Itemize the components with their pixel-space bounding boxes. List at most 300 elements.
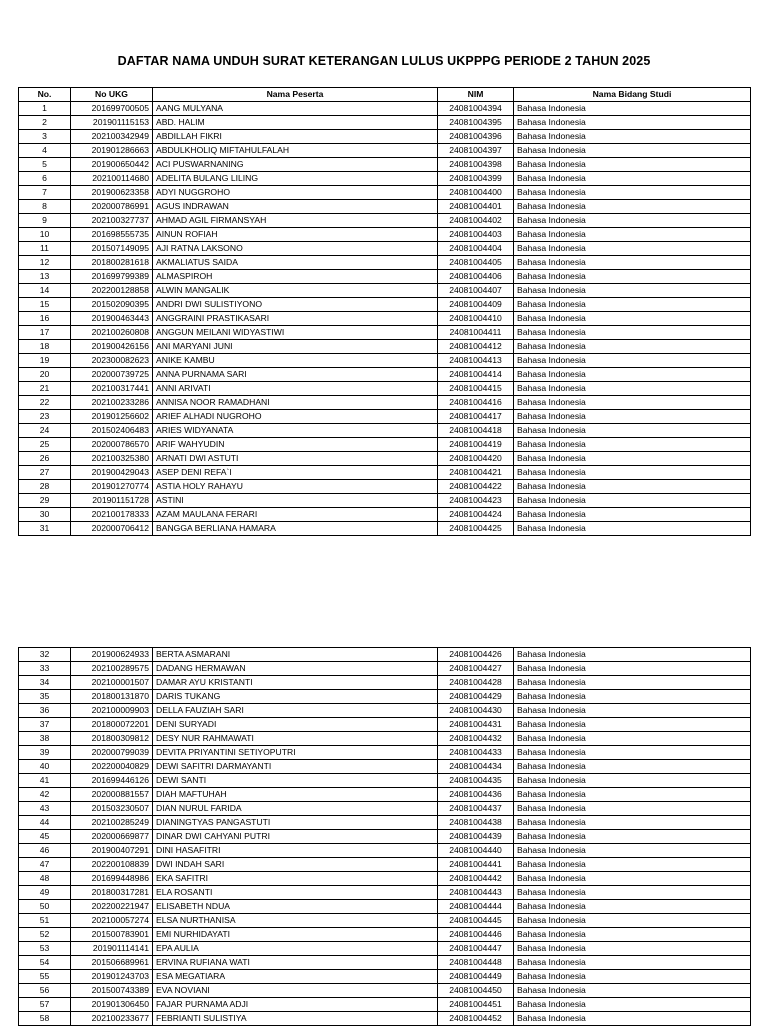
table-row xyxy=(19,494,751,508)
cell-nama-peserta: ASEP DENI REFA`I xyxy=(153,466,438,480)
cell-nim: 24081004438 xyxy=(438,816,514,830)
table-row xyxy=(19,186,751,200)
cell-no: 1 xyxy=(19,102,71,116)
cell-nama-bidang-studi: Bahasa Indonesia xyxy=(514,270,751,284)
cell-no-ukg: 202100327737 xyxy=(71,214,153,228)
cell-no-ukg: 202000786570 xyxy=(71,438,153,452)
cell-nim: 24081004440 xyxy=(438,844,514,858)
cell-no-ukg: 201699700505 xyxy=(71,102,153,116)
cell-nim: 24081004405 xyxy=(438,256,514,270)
cell-no: 34 xyxy=(19,676,71,690)
cell-nama-bidang-studi: Bahasa Indonesia xyxy=(514,1012,751,1026)
cell-nim: 24081004434 xyxy=(438,760,514,774)
table-row xyxy=(19,900,751,914)
cell-no-ukg: 202100285249 xyxy=(71,816,153,830)
cell-nama-peserta: AGUS INDRAWAN xyxy=(153,200,438,214)
cell-nim: 24081004449 xyxy=(438,970,514,984)
cell-no: 21 xyxy=(19,382,71,396)
cell-no-ukg: 201502090395 xyxy=(71,298,153,312)
cell-nama-bidang-studi: Bahasa Indonesia xyxy=(514,970,751,984)
cell-nama-peserta: FEBRIANTI SULISTIYA xyxy=(153,1012,438,1026)
cell-nama-bidang-studi: Bahasa Indonesia xyxy=(514,368,751,382)
cell-nama-peserta: DINI HASAFITRI xyxy=(153,844,438,858)
cell-nama-bidang-studi: Bahasa Indonesia xyxy=(514,928,751,942)
cell-no-ukg: 201500743389 xyxy=(71,984,153,998)
cell-nama-bidang-studi: Bahasa Indonesia xyxy=(514,200,751,214)
cell-nama-bidang-studi: Bahasa Indonesia xyxy=(514,116,751,130)
cell-no-ukg: 201800309812 xyxy=(71,732,153,746)
table-row xyxy=(19,508,751,522)
cell-nama-peserta: DESY NUR RAHMAWATI xyxy=(153,732,438,746)
cell-no-ukg: 201699448986 xyxy=(71,872,153,886)
cell-no-ukg: 202000786991 xyxy=(71,200,153,214)
cell-nama-peserta: AZAM MAULANA FERARI xyxy=(153,508,438,522)
cell-nama-bidang-studi: Bahasa Indonesia xyxy=(514,214,751,228)
cell-no: 22 xyxy=(19,396,71,410)
cell-no: 40 xyxy=(19,760,71,774)
cell-nama-peserta: ELA ROSANTI xyxy=(153,886,438,900)
cell-no: 39 xyxy=(19,746,71,760)
cell-nama-bidang-studi: Bahasa Indonesia xyxy=(514,284,751,298)
table-row xyxy=(19,760,751,774)
cell-nama-bidang-studi: Bahasa Indonesia xyxy=(514,648,751,662)
cell-no-ukg: 202100114680 xyxy=(71,172,153,186)
cell-nama-bidang-studi: Bahasa Indonesia xyxy=(514,522,751,536)
cell-no-ukg: 202100325380 xyxy=(71,452,153,466)
cell-nama-bidang-studi: Bahasa Indonesia xyxy=(514,312,751,326)
table-body-page-2 xyxy=(19,648,751,1026)
cell-nama-bidang-studi: Bahasa Indonesia xyxy=(514,956,751,970)
cell-no: 29 xyxy=(19,494,71,508)
cell-nama-bidang-studi: Bahasa Indonesia xyxy=(514,914,751,928)
table-row xyxy=(19,648,751,662)
cell-no-ukg: 201901114141 xyxy=(71,942,153,956)
table-row xyxy=(19,844,751,858)
cell-nama-peserta: AKMALIATUS SAIDA xyxy=(153,256,438,270)
cell-nama-peserta: DIAN NURUL FARIDA xyxy=(153,802,438,816)
cell-nama-bidang-studi: Bahasa Indonesia xyxy=(514,130,751,144)
cell-no-ukg: 201900407291 xyxy=(71,844,153,858)
cell-nama-peserta: AJI RATNA LAKSONO xyxy=(153,242,438,256)
cell-nim: 24081004437 xyxy=(438,802,514,816)
cell-nama-bidang-studi: Bahasa Indonesia xyxy=(514,802,751,816)
table-row xyxy=(19,242,751,256)
cell-no: 31 xyxy=(19,522,71,536)
cell-nama-bidang-studi: Bahasa Indonesia xyxy=(514,942,751,956)
cell-nim: 24081004420 xyxy=(438,452,514,466)
cell-nama-peserta: ANNI ARIVATI xyxy=(153,382,438,396)
cell-nim: 24081004443 xyxy=(438,886,514,900)
cell-nim: 24081004416 xyxy=(438,396,514,410)
table-row xyxy=(19,298,751,312)
cell-no-ukg: 202300082623 xyxy=(71,354,153,368)
cell-nama-peserta: DENI SURYADI xyxy=(153,718,438,732)
table-row xyxy=(19,130,751,144)
cell-no-ukg: 202000706412 xyxy=(71,522,153,536)
cell-nim: 24081004400 xyxy=(438,186,514,200)
cell-nama-bidang-studi: Bahasa Indonesia xyxy=(514,480,751,494)
cell-no-ukg: 202200040829 xyxy=(71,760,153,774)
cell-nim: 24081004413 xyxy=(438,354,514,368)
cell-nama-peserta: ANNISA NOOR RAMADHANI xyxy=(153,396,438,410)
cell-nama-bidang-studi: Bahasa Indonesia xyxy=(514,690,751,704)
cell-nama-peserta: AANG MULYANA xyxy=(153,102,438,116)
cell-nama-peserta: EPA AULIA xyxy=(153,942,438,956)
table-row xyxy=(19,102,751,116)
cell-no: 33 xyxy=(19,662,71,676)
cell-nim: 24081004441 xyxy=(438,858,514,872)
cell-nim: 24081004407 xyxy=(438,284,514,298)
table-row xyxy=(19,830,751,844)
cell-no: 47 xyxy=(19,858,71,872)
participants-table-page-1 xyxy=(18,87,751,536)
cell-no: 4 xyxy=(19,144,71,158)
table-row xyxy=(19,340,751,354)
cell-nama-peserta: ALMASPIROH xyxy=(153,270,438,284)
table-row xyxy=(19,522,751,536)
cell-no: 36 xyxy=(19,704,71,718)
cell-nim: 24081004432 xyxy=(438,732,514,746)
cell-nama-bidang-studi: Bahasa Indonesia xyxy=(514,452,751,466)
cell-nama-bidang-studi: Bahasa Indonesia xyxy=(514,410,751,424)
header-no: No. xyxy=(19,88,71,102)
cell-no-ukg: 201800131870 xyxy=(71,690,153,704)
table-row xyxy=(19,662,751,676)
cell-no: 43 xyxy=(19,802,71,816)
cell-nama-bidang-studi: Bahasa Indonesia xyxy=(514,858,751,872)
cell-nama-bidang-studi: Bahasa Indonesia xyxy=(514,172,751,186)
cell-no-ukg: 201502406483 xyxy=(71,424,153,438)
cell-no: 52 xyxy=(19,928,71,942)
cell-nama-peserta: BERTA ASMARANI xyxy=(153,648,438,662)
table-row xyxy=(19,1012,751,1026)
cell-nama-peserta: ARIF WAHYUDIN xyxy=(153,438,438,452)
table-row xyxy=(19,970,751,984)
cell-nim: 24081004406 xyxy=(438,270,514,284)
table-row xyxy=(19,886,751,900)
cell-nim: 24081004415 xyxy=(438,382,514,396)
cell-nim: 24081004398 xyxy=(438,158,514,172)
header-nama-peserta: Nama Peserta xyxy=(153,88,438,102)
cell-nama-bidang-studi: Bahasa Indonesia xyxy=(514,438,751,452)
cell-nim: 24081004402 xyxy=(438,214,514,228)
cell-no-ukg: 202200108839 xyxy=(71,858,153,872)
cell-no: 7 xyxy=(19,186,71,200)
cell-no-ukg: 202000739725 xyxy=(71,368,153,382)
table-row xyxy=(19,214,751,228)
cell-nama-peserta: ANGGRAINI PRASTIKASARI xyxy=(153,312,438,326)
cell-no-ukg: 201901286663 xyxy=(71,144,153,158)
cell-nim: 24081004395 xyxy=(438,116,514,130)
cell-no: 14 xyxy=(19,284,71,298)
cell-nama-bidang-studi: Bahasa Indonesia xyxy=(514,830,751,844)
cell-no: 8 xyxy=(19,200,71,214)
cell-no-ukg: 201900650442 xyxy=(71,158,153,172)
cell-nama-bidang-studi: Bahasa Indonesia xyxy=(514,872,751,886)
cell-nim: 24081004404 xyxy=(438,242,514,256)
cell-nama-bidang-studi: Bahasa Indonesia xyxy=(514,816,751,830)
table-row xyxy=(19,158,751,172)
table-row xyxy=(19,354,751,368)
cell-nama-peserta: DADANG HERMAWAN xyxy=(153,662,438,676)
cell-nama-bidang-studi: Bahasa Indonesia xyxy=(514,144,751,158)
cell-no: 25 xyxy=(19,438,71,452)
cell-no-ukg: 201900624933 xyxy=(71,648,153,662)
cell-no: 3 xyxy=(19,130,71,144)
table-row xyxy=(19,396,751,410)
cell-no: 35 xyxy=(19,690,71,704)
table-row xyxy=(19,410,751,424)
cell-nama-peserta: EMI NURHIDAYATI xyxy=(153,928,438,942)
cell-nim: 24081004421 xyxy=(438,466,514,480)
table-row xyxy=(19,788,751,802)
cell-no-ukg: 201698555735 xyxy=(71,228,153,242)
cell-nim: 24081004427 xyxy=(438,662,514,676)
cell-nim: 24081004418 xyxy=(438,424,514,438)
cell-no: 27 xyxy=(19,466,71,480)
cell-no: 9 xyxy=(19,214,71,228)
cell-nama-peserta: ABDULKHOLIQ MIFTAHULFALAH xyxy=(153,144,438,158)
cell-nim: 24081004422 xyxy=(438,480,514,494)
cell-nim: 24081004411 xyxy=(438,326,514,340)
document-title: DAFTAR NAMA UNDUH SURAT KETERANGAN LULUS UKPPPG PERIODE 2 TAHUN 2025 xyxy=(117,54,651,68)
cell-no: 5 xyxy=(19,158,71,172)
cell-nama-peserta: ADYI NUGGROHO xyxy=(153,186,438,200)
cell-nama-peserta: ARNATI DWI ASTUTI xyxy=(153,452,438,466)
cell-no: 45 xyxy=(19,830,71,844)
table-row xyxy=(19,116,751,130)
cell-nama-bidang-studi: Bahasa Indonesia xyxy=(514,704,751,718)
cell-nama-bidang-studi: Bahasa Indonesia xyxy=(514,760,751,774)
table-row xyxy=(19,452,751,466)
cell-nama-bidang-studi: Bahasa Indonesia xyxy=(514,186,751,200)
cell-nama-peserta: ALWIN MANGALIK xyxy=(153,284,438,298)
cell-nama-bidang-studi: Bahasa Indonesia xyxy=(514,662,751,676)
header-no-ukg: No UKG xyxy=(71,88,153,102)
cell-nim: 24081004444 xyxy=(438,900,514,914)
cell-nim: 24081004394 xyxy=(438,102,514,116)
cell-no-ukg: 202200221947 xyxy=(71,900,153,914)
cell-nim: 24081004414 xyxy=(438,368,514,382)
table-row xyxy=(19,858,751,872)
cell-no: 26 xyxy=(19,452,71,466)
cell-nim: 24081004428 xyxy=(438,676,514,690)
cell-nama-bidang-studi: Bahasa Indonesia xyxy=(514,900,751,914)
table-row xyxy=(19,690,751,704)
cell-nama-bidang-studi: Bahasa Indonesia xyxy=(514,494,751,508)
cell-nama-peserta: ASTIA HOLY RAHAYU xyxy=(153,480,438,494)
table-row xyxy=(19,998,751,1012)
cell-no: 51 xyxy=(19,914,71,928)
cell-nama-bidang-studi: Bahasa Indonesia xyxy=(514,984,751,998)
cell-no: 10 xyxy=(19,228,71,242)
cell-nim: 24081004450 xyxy=(438,984,514,998)
cell-no-ukg: 201901270774 xyxy=(71,480,153,494)
cell-nama-bidang-studi: Bahasa Indonesia xyxy=(514,998,751,1012)
cell-nama-bidang-studi: Bahasa Indonesia xyxy=(514,326,751,340)
table-row xyxy=(19,368,751,382)
cell-no: 18 xyxy=(19,340,71,354)
cell-no: 41 xyxy=(19,774,71,788)
cell-nama-peserta: FAJAR PURNAMA ADJI xyxy=(153,998,438,1012)
cell-nama-peserta: ELSA NURTHANISA xyxy=(153,914,438,928)
cell-nim: 24081004447 xyxy=(438,942,514,956)
cell-nama-bidang-studi: Bahasa Indonesia xyxy=(514,102,751,116)
cell-no: 6 xyxy=(19,172,71,186)
cell-nama-peserta: DEWI SANTI xyxy=(153,774,438,788)
cell-nama-peserta: DEVITA PRIYANTINI SETIYOPUTRI xyxy=(153,746,438,760)
cell-nama-peserta: DINAR DWI CAHYANI PUTRI xyxy=(153,830,438,844)
table-row xyxy=(19,774,751,788)
cell-no: 20 xyxy=(19,368,71,382)
table-body-page-1 xyxy=(19,102,751,536)
cell-no: 55 xyxy=(19,970,71,984)
cell-nim: 24081004409 xyxy=(438,298,514,312)
cell-nama-peserta: ESA MEGATIARA xyxy=(153,970,438,984)
cell-nama-bidang-studi: Bahasa Indonesia xyxy=(514,396,751,410)
cell-no-ukg: 202100289575 xyxy=(71,662,153,676)
cell-nama-peserta: ABD. HALIM xyxy=(153,116,438,130)
cell-no: 30 xyxy=(19,508,71,522)
cell-nama-peserta: EKA SAFITRI xyxy=(153,872,438,886)
cell-nama-peserta: DELLA FAUZIAH SARI xyxy=(153,704,438,718)
cell-no: 11 xyxy=(19,242,71,256)
cell-nim: 24081004403 xyxy=(438,228,514,242)
cell-no: 50 xyxy=(19,900,71,914)
cell-nim: 24081004397 xyxy=(438,144,514,158)
table-row xyxy=(19,942,751,956)
cell-nama-bidang-studi: Bahasa Indonesia xyxy=(514,242,751,256)
cell-nim: 24081004412 xyxy=(438,340,514,354)
cell-nim: 24081004429 xyxy=(438,690,514,704)
table-row xyxy=(19,732,751,746)
cell-nim: 24081004430 xyxy=(438,704,514,718)
table-row xyxy=(19,284,751,298)
cell-nama-bidang-studi: Bahasa Indonesia xyxy=(514,340,751,354)
cell-nama-peserta: ANI MARYANI JUNI xyxy=(153,340,438,354)
cell-nim: 24081004399 xyxy=(438,172,514,186)
cell-no: 2 xyxy=(19,116,71,130)
cell-no-ukg: 201901256602 xyxy=(71,410,153,424)
table-row xyxy=(19,228,751,242)
cell-no: 19 xyxy=(19,354,71,368)
cell-nama-peserta: AINUN ROFIAH xyxy=(153,228,438,242)
table-row xyxy=(19,312,751,326)
cell-nim: 24081004396 xyxy=(438,130,514,144)
cell-no-ukg: 202000881557 xyxy=(71,788,153,802)
cell-nama-peserta: ADELITA BULANG LILING xyxy=(153,172,438,186)
table-row xyxy=(19,326,751,340)
cell-no-ukg: 201699799389 xyxy=(71,270,153,284)
cell-nama-peserta: DAMAR AYU KRISTANTI xyxy=(153,676,438,690)
cell-nama-bidang-studi: Bahasa Indonesia xyxy=(514,158,751,172)
cell-no-ukg: 201900623358 xyxy=(71,186,153,200)
cell-no-ukg: 201800072201 xyxy=(71,718,153,732)
cell-nama-peserta: ARIEF ALHADI NUGROHO xyxy=(153,410,438,424)
table-row xyxy=(19,816,751,830)
cell-no-ukg: 202100342949 xyxy=(71,130,153,144)
cell-nama-peserta: ANIKE KAMBU xyxy=(153,354,438,368)
cell-nama-peserta: ABDILLAH FIKRI xyxy=(153,130,438,144)
cell-nama-peserta: ACI PUSWARNANING xyxy=(153,158,438,172)
cell-no: 54 xyxy=(19,956,71,970)
table-row xyxy=(19,928,751,942)
cell-nama-bidang-studi: Bahasa Indonesia xyxy=(514,746,751,760)
cell-nama-bidang-studi: Bahasa Indonesia xyxy=(514,886,751,900)
cell-no: 12 xyxy=(19,256,71,270)
cell-nama-bidang-studi: Bahasa Indonesia xyxy=(514,788,751,802)
cell-nim: 24081004424 xyxy=(438,508,514,522)
table-row xyxy=(19,480,751,494)
cell-no-ukg: 201800317281 xyxy=(71,886,153,900)
cell-nim: 24081004435 xyxy=(438,774,514,788)
cell-nama-bidang-studi: Bahasa Indonesia xyxy=(514,228,751,242)
cell-no-ukg: 201901306450 xyxy=(71,998,153,1012)
table-row xyxy=(19,676,751,690)
cell-no-ukg: 201900429043 xyxy=(71,466,153,480)
table-row xyxy=(19,424,751,438)
cell-nama-peserta: ANGGUN MEILANI WIDYASTIWI xyxy=(153,326,438,340)
table-row xyxy=(19,382,751,396)
table-row xyxy=(19,256,751,270)
cell-no: 16 xyxy=(19,312,71,326)
cell-nama-peserta: AHMAD AGIL FIRMANSYAH xyxy=(153,214,438,228)
cell-no-ukg: 202100001507 xyxy=(71,676,153,690)
cell-nama-peserta: ANDRI DWI SULISTIYONO xyxy=(153,298,438,312)
cell-no: 37 xyxy=(19,718,71,732)
cell-nim: 24081004442 xyxy=(438,872,514,886)
cell-nim: 24081004439 xyxy=(438,830,514,844)
cell-no: 32 xyxy=(19,648,71,662)
cell-no: 48 xyxy=(19,872,71,886)
cell-nama-bidang-studi: Bahasa Indonesia xyxy=(514,256,751,270)
cell-nim: 24081004448 xyxy=(438,956,514,970)
cell-no-ukg: 201503230507 xyxy=(71,802,153,816)
cell-nim: 24081004452 xyxy=(438,1012,514,1026)
header-nama-bidang-studi: Nama Bidang Studi xyxy=(514,88,751,102)
table-row xyxy=(19,872,751,886)
cell-no-ukg: 202100260808 xyxy=(71,326,153,340)
cell-nama-peserta: BANGGA BERLIANA HAMARA xyxy=(153,522,438,536)
cell-no: 28 xyxy=(19,480,71,494)
cell-no-ukg: 202100233286 xyxy=(71,396,153,410)
table-row xyxy=(19,466,751,480)
cell-nama-peserta: DARIS TUKANG xyxy=(153,690,438,704)
cell-no-ukg: 201900463443 xyxy=(71,312,153,326)
cell-nim: 24081004410 xyxy=(438,312,514,326)
cell-no: 53 xyxy=(19,942,71,956)
cell-no: 23 xyxy=(19,410,71,424)
cell-no-ukg: 201507149095 xyxy=(71,242,153,256)
header-nim: NIM xyxy=(438,88,514,102)
cell-nim: 24081004451 xyxy=(438,998,514,1012)
cell-nim: 24081004419 xyxy=(438,438,514,452)
cell-nama-bidang-studi: Bahasa Indonesia xyxy=(514,844,751,858)
cell-nama-bidang-studi: Bahasa Indonesia xyxy=(514,354,751,368)
cell-no: 46 xyxy=(19,844,71,858)
cell-nama-peserta: EVA NOVIANI xyxy=(153,984,438,998)
cell-nim: 24081004433 xyxy=(438,746,514,760)
table-row xyxy=(19,270,751,284)
cell-nim: 24081004425 xyxy=(438,522,514,536)
cell-nama-bidang-studi: Bahasa Indonesia xyxy=(514,676,751,690)
cell-nama-bidang-studi: Bahasa Indonesia xyxy=(514,718,751,732)
cell-no-ukg: 201500783901 xyxy=(71,928,153,942)
cell-no: 13 xyxy=(19,270,71,284)
cell-nim: 24081004423 xyxy=(438,494,514,508)
participants-table-page-2 xyxy=(18,647,751,1026)
cell-no-ukg: 201900426156 xyxy=(71,340,153,354)
